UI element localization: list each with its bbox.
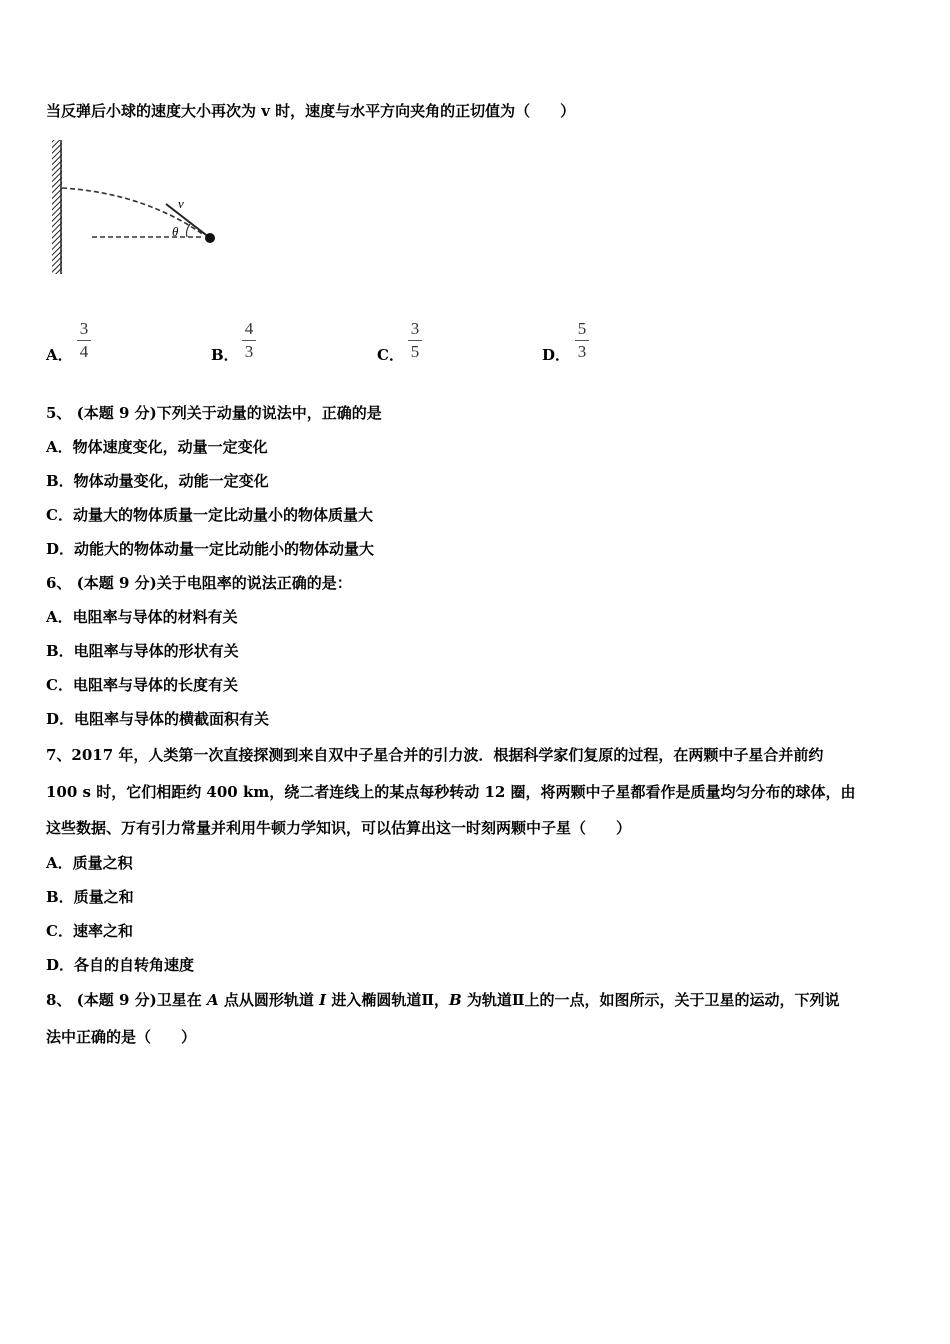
intro-text: 当反弹后小球的速度大小再次为 v 时，速度与水平方向夹角的正切值为（ ） bbox=[46, 102, 576, 120]
q6-option-b[interactable]: B．电阻率与导体的形状有关 bbox=[46, 642, 239, 660]
option-b-fraction bbox=[241, 318, 257, 363]
q8-stem-line-1 bbox=[46, 990, 840, 1010]
denominator: 5 bbox=[410, 342, 420, 361]
q5-option-c[interactable]: C．动量大的物体质量一定比动量小的物体质量大 bbox=[46, 506, 373, 524]
denominator: 4 bbox=[79, 342, 89, 361]
numerator: 5 bbox=[577, 319, 587, 338]
projectile-figure bbox=[44, 138, 234, 282]
q7-stem-line-3: 这些数据、万有引力常量并利用牛顿力学知识，可以估算出这一时刻两颗中子星（ ） bbox=[46, 819, 632, 837]
option-b-label: B． bbox=[211, 346, 239, 364]
denominator: 3 bbox=[244, 342, 254, 361]
numerator: 3 bbox=[79, 319, 89, 338]
wall bbox=[52, 140, 62, 274]
q5-option-b[interactable]: B．物体动量变化，动能一定变化 bbox=[46, 472, 269, 490]
q7-option-d[interactable]: D．各自的自转角速度 bbox=[46, 956, 195, 974]
q6-option-a[interactable]: A．电阻率与导体的材料有关 bbox=[46, 608, 238, 626]
q7-option-a[interactable]: A．质量之积 bbox=[46, 854, 133, 872]
q7-stem-line-2: 100 s 时，它们相距约 400 km，绕二者连线上的某点每秒转动 12 圈，将两颗中子星都看作是质量均匀分布的球体，由 bbox=[46, 783, 856, 801]
angle-arc bbox=[186, 224, 190, 237]
q8-stem-line-2: 法中正确的是（ ） bbox=[46, 1028, 197, 1046]
q6-option-c[interactable]: C．电阻率与导体的长度有关 bbox=[46, 676, 238, 694]
q8-text-1: 8、 (本题 9 分)卫星在 bbox=[46, 991, 207, 1009]
q5-stem: 5、 (本题 9 分)下列关于动量的说法中，正确的是 bbox=[46, 404, 382, 422]
denominator: 3 bbox=[577, 342, 587, 361]
option-d-label: D． bbox=[542, 346, 571, 364]
numerator: 4 bbox=[244, 319, 254, 338]
numerator: 3 bbox=[410, 319, 420, 338]
theta-label: θ bbox=[172, 224, 179, 239]
option-a-label: A． bbox=[46, 346, 73, 364]
q7-stem-line-1: 7、2017 年，人类第一次直接探测到来自双中子星合并的引力波．根据科学家们复原的过程，在两颗中子星合并前约 bbox=[46, 746, 824, 764]
option-c-label: C． bbox=[377, 346, 404, 364]
ball bbox=[205, 233, 215, 243]
option-a-fraction bbox=[76, 318, 92, 363]
q8-text-3: 进入椭圆轨道Ⅱ， bbox=[326, 991, 449, 1009]
option-d-fraction bbox=[574, 318, 590, 363]
q5-option-a[interactable]: A．物体速度变化，动量一定变化 bbox=[46, 438, 268, 456]
q6-option-d[interactable]: D．电阻率与导体的横截面积有关 bbox=[46, 710, 270, 728]
point-b-symbol: B bbox=[448, 991, 462, 1009]
q8-text-2: 点从圆形轨道 bbox=[218, 991, 320, 1009]
orbit-i-symbol: I bbox=[319, 991, 327, 1009]
option-c-fraction bbox=[407, 318, 423, 363]
q5-option-d[interactable]: D．动能大的物体动量一定比动能小的物体动量大 bbox=[46, 540, 375, 558]
point-a-symbol: A bbox=[206, 991, 219, 1009]
v-label: v bbox=[178, 196, 184, 211]
q6-stem: 6、 (本题 9 分)关于电阻率的说法正确的是： bbox=[46, 574, 352, 592]
q8-text-4: 为轨道Ⅱ上的一点，如图所示，关于卫星的运动，下列说 bbox=[461, 991, 840, 1009]
q4-options bbox=[46, 318, 746, 370]
q7-option-c[interactable]: C．速率之和 bbox=[46, 922, 133, 940]
q7-option-b[interactable]: B．质量之和 bbox=[46, 888, 134, 906]
